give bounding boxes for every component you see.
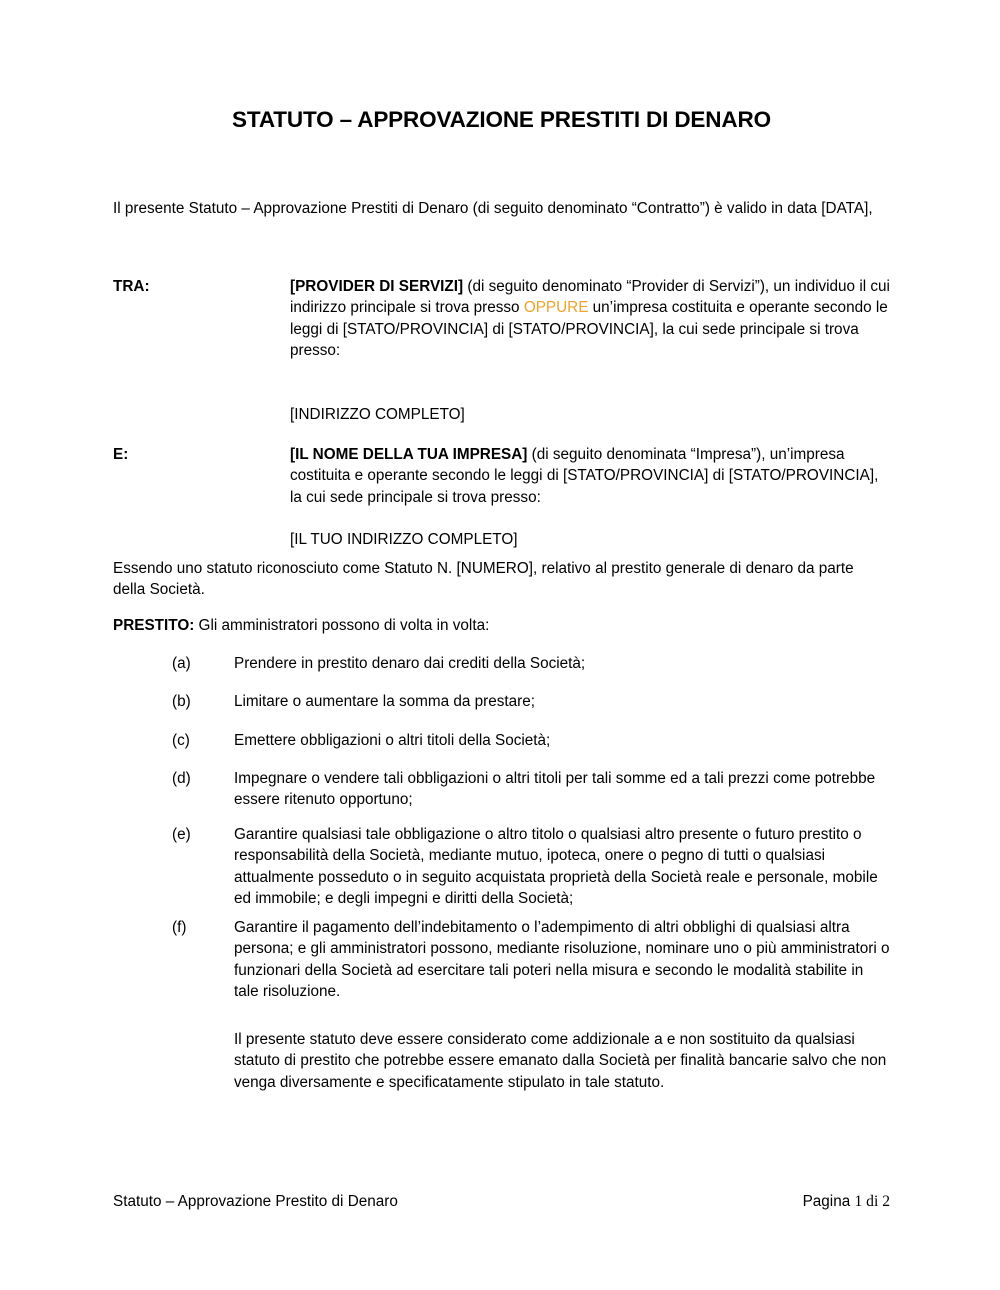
party-highlight-oppure: OPPURE: [523, 299, 589, 317]
party-name-tra: [PROVIDER DI SERVIZI]: [290, 278, 464, 295]
footer-page-prefix: Pagina: [802, 1193, 855, 1210]
page-footer: [113, 1192, 890, 1212]
recital-paragraph: Essendo uno statuto riconosciuto come Statuto N. [NUMERO], relativo al prestito generale di denaro da parte della Società.: [113, 560, 854, 599]
party-body-tra: [290, 276, 890, 425]
party-text-before-tra: (di seguito denominato “Provider di Servizi”), un individuo il cui indirizzo principale si trova presso: [290, 278, 890, 317]
party-name-e: [IL NOME DELLA TUA IMPRESA]: [290, 446, 528, 463]
list-marker: (c): [172, 732, 190, 749]
party-row-tra: [113, 276, 890, 425]
party-address-tra: [INDIRIZZO COMPLETO]: [290, 405, 465, 423]
footer-page-total: 2: [882, 1193, 890, 1210]
party-label-tra: TRA:: [113, 278, 150, 295]
party-row-e: [113, 444, 890, 550]
party-body-e: [290, 444, 890, 550]
list-marker: (f): [172, 919, 187, 936]
list-text: Impegnare o vendere tali obbligazioni o altri titoli per tali somme ed a tali prezzi come potrebbe essere ritenuto opportuno;: [234, 770, 876, 809]
intro-paragraph: Il presente Statuto – Approvazione Prestiti di Denaro (di seguito denominato “Contratto”) è valido in data [DATA],: [113, 200, 873, 217]
clause-lead-text: Gli amministratori possono di volta in volta:: [194, 617, 490, 634]
list-text-main: Garantire il pagamento dell’indebitamento o l’adempimento di altri obblighi di qualsiasi altra persona; e gli amministratori possono, mediante risoluzione, nominare uno o più amministratori o funzionari della Società ad esercitare tali poteri nella misura e secondo le modalità stabilite in tale risoluzione.: [234, 919, 890, 1000]
footer-document-name: Statuto – Approvazione Prestito di Denaro: [113, 1193, 398, 1210]
list-item: [113, 691, 890, 712]
list-text: Limitare o aumentare la somma da prestare;: [234, 693, 535, 710]
list-marker: (d): [172, 770, 191, 787]
list-marker: (a): [172, 655, 191, 672]
list-sub-paragraph: Il presente statuto deve essere considerato come addizionale a e non sostituito da qualsiasi statuto di prestito che potrebbe essere emanato dalla Società per finalità bancarie salvo che non venga diversamente e specificatamente stipulato in tale statuto.: [234, 1031, 887, 1091]
footer-page-separator: di: [862, 1193, 883, 1210]
list-item: [113, 653, 890, 674]
party-address-e: [IL TUO INDIRIZZO COMPLETO]: [290, 531, 518, 549]
list-item: [113, 768, 890, 811]
list-item: [113, 824, 890, 909]
footer-page-current: 1: [854, 1193, 863, 1210]
party-text-e: (di seguito denominata “Impresa”), un’impresa costituita e operante secondo le leggi di [STATO/PROVINCIA] di [STATO/PROVINCIA], la cui sede principale si trova presso:: [290, 446, 879, 506]
list-text: [234, 917, 890, 1093]
list-marker: (e): [172, 826, 191, 843]
list-item: [113, 730, 890, 751]
list-text: Emettere obbligazioni o altri titoli della Società;: [234, 732, 551, 749]
list-marker: (b): [172, 693, 191, 710]
party-label-e: E:: [113, 446, 129, 463]
clause-prestito: [113, 615, 890, 636]
list-text: Garantire qualsiasi tale obbligazione o altro titolo o qualsiasi altro presente o futuro prestito o responsabilità della Società, mediante mutuo, ipoteca, onere o pegno di tutti o qualsiasi attualmente posseduto o in seguito acquistata proprietà della Società reale e personale, mobile ed immobile; e degli impegni e diritti della Società;: [234, 826, 878, 907]
party-text-after-tra: un’impresa costituita e operante secondo le leggi di [STATO/PROVINCIA] di [STATO/PROVINCIA], la cui sede principale si trova presso:: [290, 299, 888, 359]
page-title: STATUTO – APPROVAZIONE PRESTITI DI DENARO: [232, 107, 771, 132]
list-text: Prendere in prestito denaro dai crediti della Società;: [234, 655, 586, 672]
clause-heading: PRESTITO:: [113, 617, 195, 634]
list-item: [113, 917, 890, 1093]
footer-page-indicator: [803, 1192, 890, 1212]
